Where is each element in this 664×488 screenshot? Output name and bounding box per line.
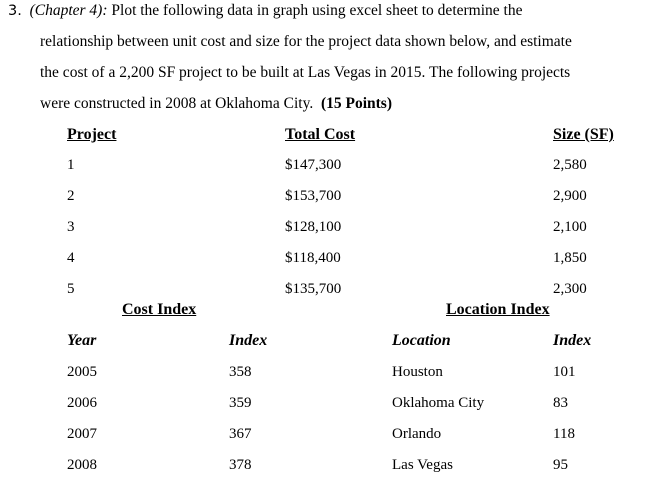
project-header: Project bbox=[67, 126, 117, 143]
question-number: 3. bbox=[8, 3, 22, 19]
size-header: Size (SF) bbox=[553, 126, 614, 143]
location-index-cell: 118 bbox=[553, 426, 575, 442]
location-cell: Las Vegas bbox=[392, 457, 453, 473]
year-cell: 2008 bbox=[67, 457, 97, 473]
project-cell: 5 bbox=[67, 281, 75, 297]
size-cell: 2,900 bbox=[553, 188, 587, 204]
index-header: Index bbox=[229, 332, 268, 349]
chapter-reference: (Chapter 4): bbox=[29, 2, 108, 19]
year-cell: 2006 bbox=[67, 395, 97, 411]
location-header: Location bbox=[392, 332, 451, 349]
cost-index-cell: 367 bbox=[229, 426, 252, 442]
question-line-4 bbox=[40, 95, 392, 113]
question-line-1 bbox=[8, 2, 522, 20]
location-cell: Houston bbox=[392, 364, 443, 380]
project-cell: 4 bbox=[67, 250, 75, 266]
project-cell: 2 bbox=[67, 188, 75, 204]
cost-index-title: Cost Index bbox=[122, 301, 197, 318]
points-label: (15 Points) bbox=[320, 95, 392, 112]
total-cost-header: Total Cost bbox=[285, 126, 356, 143]
total-cost-cell: $153,700 bbox=[285, 188, 342, 204]
location-index-header: Index bbox=[553, 332, 592, 349]
location-cell: Oklahoma City bbox=[392, 395, 485, 411]
size-cell: 2,300 bbox=[553, 281, 587, 297]
size-cell: 1,850 bbox=[553, 250, 587, 266]
year-cell: 2005 bbox=[67, 364, 97, 380]
total-cost-cell: $135,700 bbox=[285, 281, 342, 297]
question-line-2: relationship between unit cost and size for the project data shown below, and estimate bbox=[40, 33, 572, 50]
project-cell: 1 bbox=[67, 157, 75, 173]
location-index-title: Location Index bbox=[446, 301, 550, 318]
cost-index-cell: 378 bbox=[229, 457, 252, 473]
total-cost-cell: $147,300 bbox=[285, 157, 342, 173]
question-line-4-text: were constructed in 2008 at Oklahoma City. bbox=[40, 95, 314, 112]
location-cell: Orlando bbox=[392, 426, 442, 442]
question-line-3: the cost of a 2,200 SF project to be built at Las Vegas in 2015. The following projects bbox=[40, 64, 571, 81]
year-cell: 2007 bbox=[67, 426, 97, 442]
question-line-1-text: Plot the following data in graph using excel sheet to determine the bbox=[107, 2, 523, 19]
size-cell: 2,580 bbox=[553, 157, 587, 173]
size-cell: 2,100 bbox=[553, 219, 587, 235]
location-index-cell: 95 bbox=[553, 457, 568, 473]
cost-index-cell: 358 bbox=[229, 364, 252, 380]
cost-index-cell: 359 bbox=[229, 395, 252, 411]
location-index-cell: 83 bbox=[553, 395, 568, 411]
project-cell: 3 bbox=[67, 219, 75, 235]
year-header: Year bbox=[67, 332, 97, 349]
total-cost-cell: $128,100 bbox=[285, 219, 342, 235]
location-index-cell: 101 bbox=[553, 364, 576, 380]
total-cost-cell: $118,400 bbox=[285, 250, 341, 266]
